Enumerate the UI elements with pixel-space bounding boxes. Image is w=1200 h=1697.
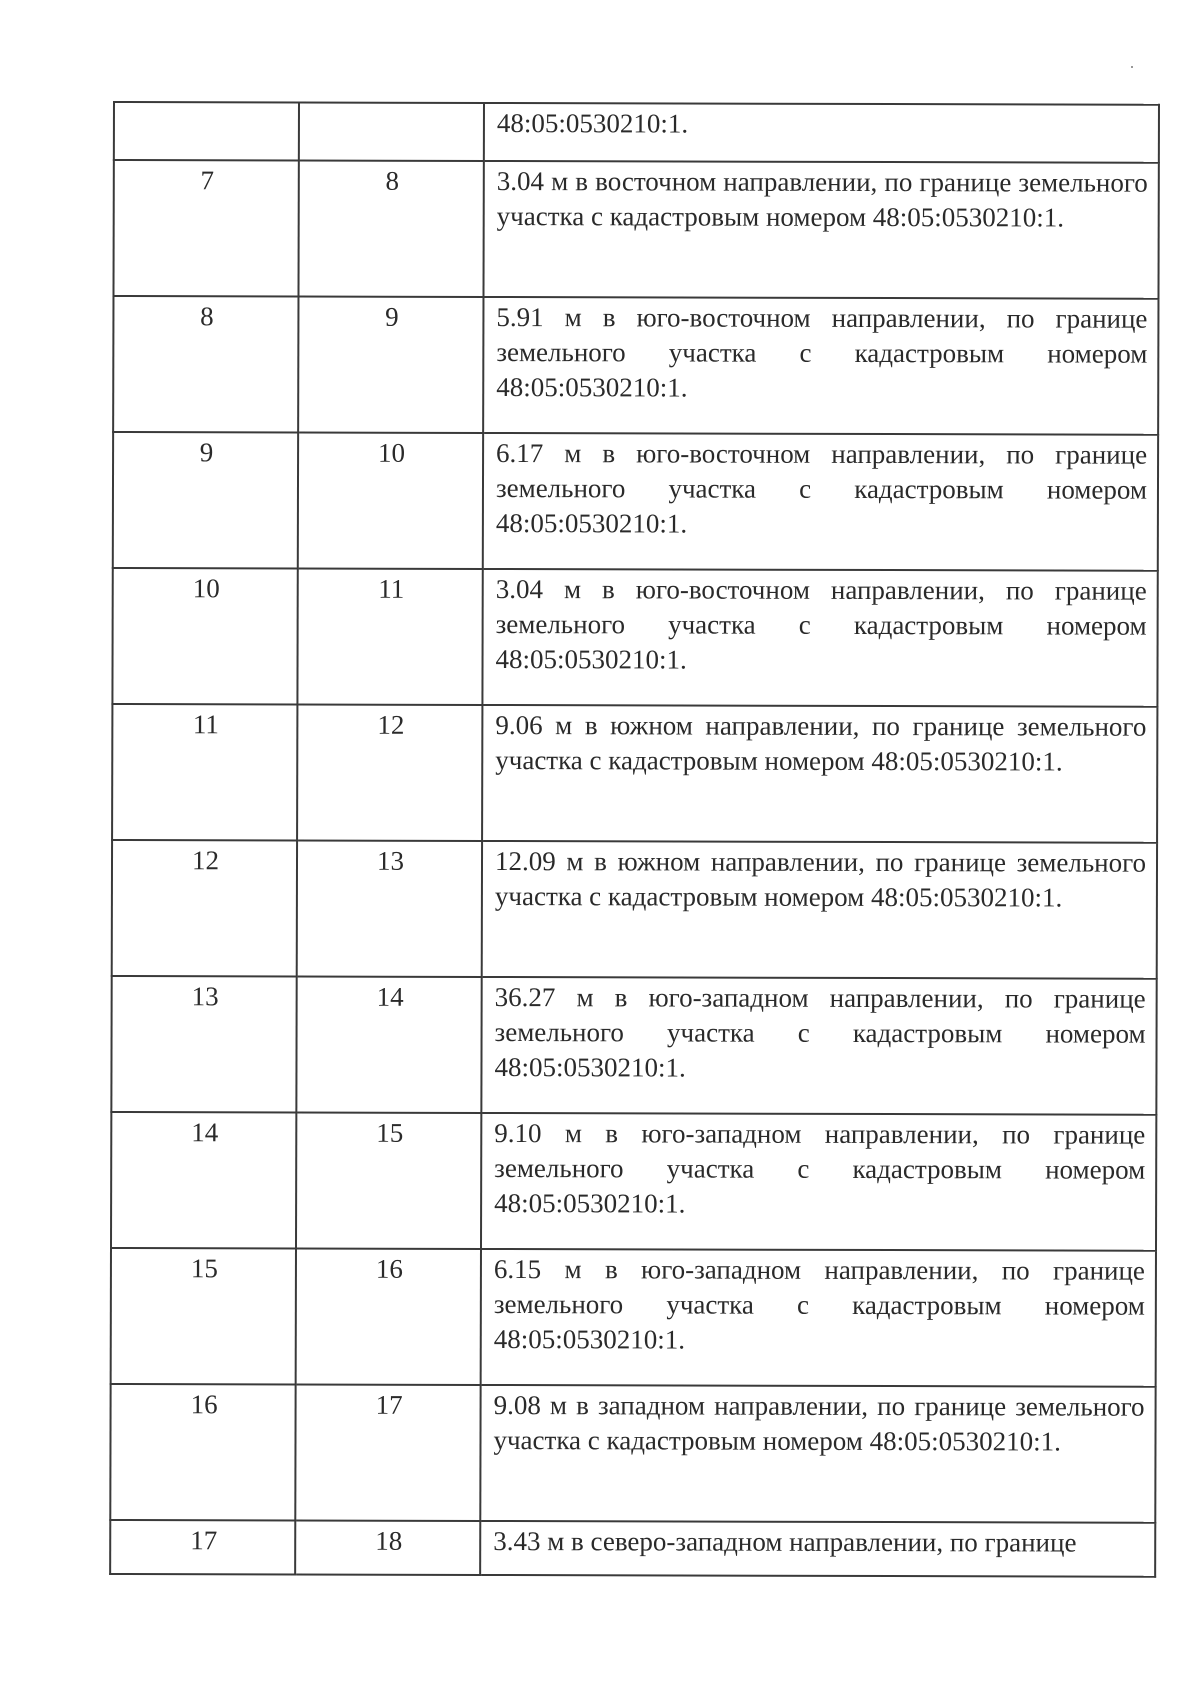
from-point-cell: 14 (111, 1112, 296, 1248)
from-point-cell: 15 (111, 1248, 296, 1384)
to-point-cell: 14 (296, 976, 481, 1112)
table-row (114, 102, 1159, 163)
description-cell: 48:05:0530210:1. (484, 103, 1159, 163)
from-point-cell: 7 (113, 160, 298, 296)
description-cell: 3.43 м в северо-западном направлении, по границе (480, 1521, 1155, 1577)
description-cell: 3.04 м в юго-восточном направлении, по границе земельного участка с кадастровым номером 48:05:0530210:1. (482, 569, 1157, 707)
description-cell: 6.15 м в юго-западном направлении, по границе земельного участка с кадастровым номером 48:05:0530210:1. (481, 1249, 1156, 1387)
from-point-cell: 16 (110, 1384, 295, 1520)
scan-speck (1131, 66, 1133, 68)
to-point-cell: 18 (295, 1520, 480, 1574)
description-cell: 6.17 м в юго-восточном направлении, по границе земельного участка с кадастровым номером 48:05:0530210:1. (483, 433, 1158, 571)
from-point-cell: 11 (112, 704, 297, 840)
from-point-cell: 9 (113, 432, 298, 568)
to-point-cell: 11 (297, 568, 482, 704)
description-cell: 36.27 м в юго-западном направлении, по границе земельного участка с кадастровым номером 48:05:0530210:1. (481, 977, 1156, 1115)
table-row (112, 568, 1157, 707)
description-cell: 12.09 м в южном направлении, по границе земельного участка с кадастровым номером 48:05:0530210:1. (482, 841, 1157, 979)
to-point-cell: 9 (298, 296, 483, 432)
description-cell: 3.04 м в восточном направлении, по границе земельного участка с кадастровым номером 48:05:0530210:1. (483, 161, 1158, 299)
description-cell: 9.08 м в западном направлении, по границе земельного участка с кадастровым номером 48:05:0530210:1. (480, 1385, 1155, 1523)
from-point-cell: 17 (110, 1520, 295, 1574)
to-point-cell (299, 102, 484, 160)
from-point-cell: 12 (112, 840, 297, 976)
table-row (112, 704, 1157, 843)
table-row (113, 432, 1158, 571)
to-point-cell: 17 (295, 1384, 480, 1520)
table-row (110, 1520, 1155, 1577)
table-row (110, 1384, 1155, 1523)
table-row (111, 976, 1156, 1115)
table-row (113, 160, 1158, 299)
description-cell: 9.10 м в юго-западном направлении, по границе земельного участка с кадастровым номером 48:05:0530210:1. (481, 1113, 1156, 1251)
to-point-cell: 16 (296, 1248, 481, 1384)
from-point-cell (114, 102, 299, 160)
from-point-cell: 10 (112, 568, 297, 704)
to-point-cell: 8 (298, 160, 483, 296)
from-point-cell: 8 (113, 296, 298, 432)
to-point-cell: 12 (297, 704, 482, 840)
table-row (112, 840, 1157, 979)
boundary-table (109, 101, 1160, 1578)
to-point-cell: 10 (298, 432, 483, 568)
from-point-cell: 13 (111, 976, 296, 1112)
table-row (111, 1248, 1156, 1387)
to-point-cell: 13 (297, 840, 482, 976)
description-cell: 5.91 м в юго-восточном направлении, по границе земельного участка с кадастровым номером 48:05:0530210:1. (483, 297, 1158, 435)
table-row (113, 296, 1158, 435)
to-point-cell: 15 (296, 1112, 481, 1248)
table-row (111, 1112, 1156, 1251)
description-cell: 9.06 м в южном направлении, по границе земельного участка с кадастровым номером 48:05:0530210:1. (482, 705, 1157, 843)
